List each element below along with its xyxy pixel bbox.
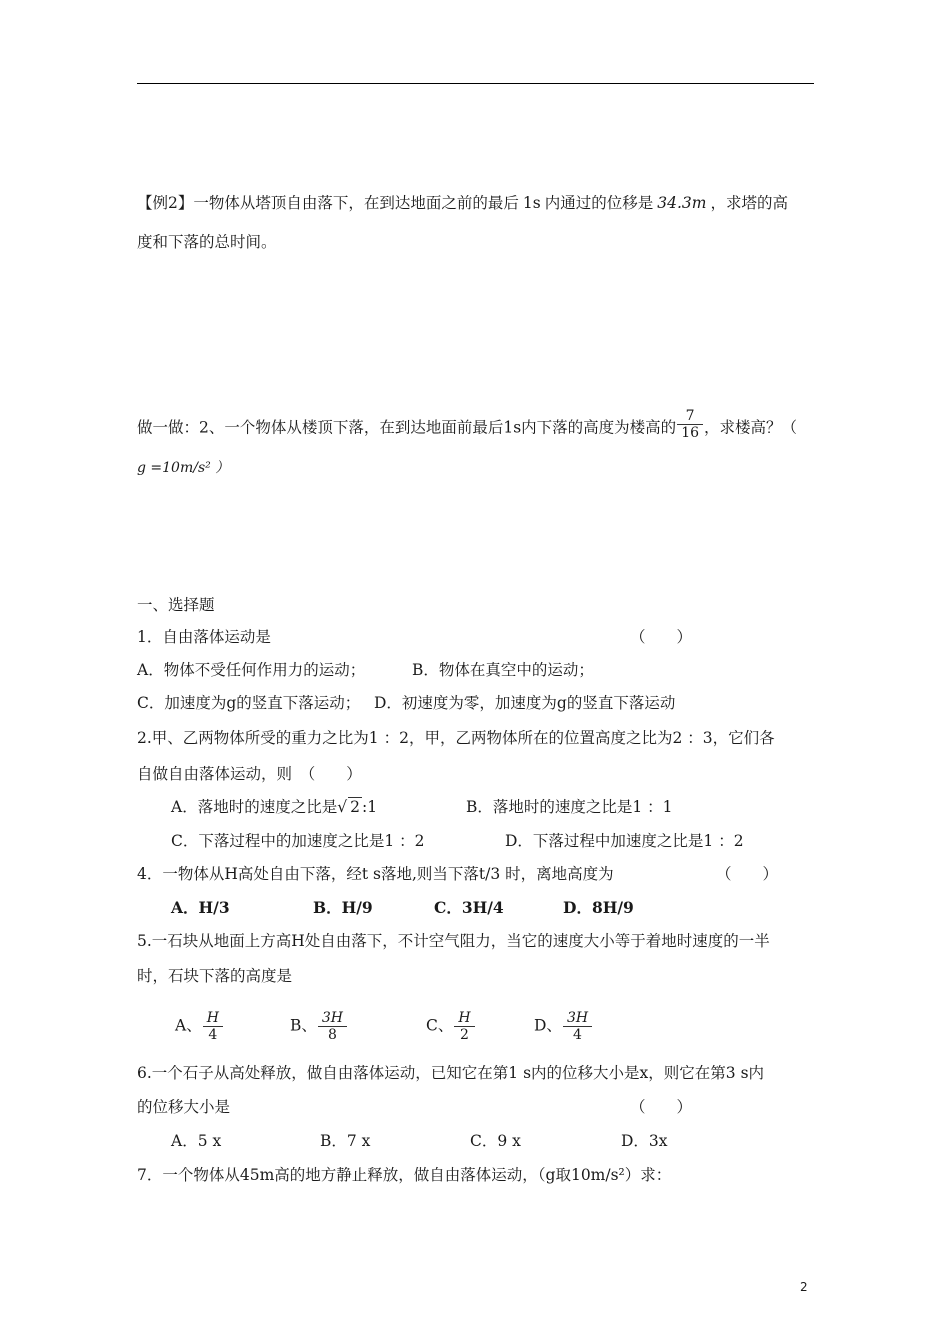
tryit-fraction bbox=[679, 408, 701, 441]
tryit-text-b: ，求楼高？（ bbox=[704, 418, 798, 437]
q2-line1: 2.甲、乙两物体所受的重力之比为1 ：2，甲，乙两物体所在的位置高度之比为2 ：3，它们各 bbox=[137, 729, 775, 747]
q4-paren: （ ） bbox=[716, 865, 779, 883]
example2-distance: 34.3m bbox=[657, 194, 707, 212]
q5-option-c bbox=[426, 1010, 476, 1043]
q6-option-d: D．3x bbox=[621, 1132, 668, 1150]
q6-paren: （ ） bbox=[630, 1098, 693, 1116]
q1-option-b: B．物体在真空中的运动； bbox=[412, 661, 594, 679]
q5-option-b-den: 8 bbox=[327, 1027, 337, 1043]
q4-option-a: A．H/3 bbox=[171, 898, 230, 917]
q2-option-a-radicand: 2 bbox=[350, 798, 360, 816]
q5-option-c-den: 2 bbox=[460, 1027, 469, 1043]
tryit-text-a: 做一做：2、一个物体从楼顶下落，在到达地面前最后1s内下落的高度为楼高的 bbox=[137, 418, 677, 437]
q5-option-d-num: 3H bbox=[566, 1010, 589, 1026]
q2-option-d: D．下落过程中加速度之比是1 ：2 bbox=[505, 832, 744, 850]
q5-line1: 5.一石块从地面上方高H处自由落下，不计空气阻力，当它的速度大小等于着地时速度的一半 bbox=[137, 932, 770, 950]
q1-option-a: A．物体不受任何作用力的运动； bbox=[137, 661, 366, 679]
q5-option-a-den: 4 bbox=[208, 1027, 218, 1043]
page-number: 2 bbox=[800, 1280, 808, 1294]
example2-line2: 度和下落的总时间。 bbox=[137, 233, 277, 251]
q2-option-a-text: A．落地时的速度之比是 bbox=[171, 798, 338, 816]
q4-option-b: B．H/9 bbox=[313, 898, 373, 917]
q2-option-a: A．落地时的速度之比是√ 2 :1 bbox=[171, 798, 378, 816]
q7-line1: 7．一个物体从45m高的地方静止释放，做自由落体运动，（g取10m/s²）求： bbox=[137, 1166, 672, 1184]
example2-text-a: 【例2】一物体从塔顶自由落下，在到达地面之前的最后 bbox=[137, 194, 519, 212]
section-title: 一、选择题 bbox=[137, 596, 215, 614]
q6-option-a: A．5 x bbox=[171, 1132, 222, 1150]
q6-option-b: B．7 x bbox=[320, 1132, 371, 1150]
q1-option-c: C．加速度为g的竖直下落运动； bbox=[137, 694, 361, 712]
q2-option-a-ratio: :1 bbox=[361, 798, 378, 816]
q6-option-c: C．9 x bbox=[470, 1132, 521, 1150]
q6-line2: 的位移大小是 bbox=[137, 1098, 231, 1116]
tryit-line1 bbox=[137, 408, 798, 445]
q2-line2: 自做自由落体运动，则 （ ） bbox=[137, 765, 362, 783]
q1-paren: （ ） bbox=[630, 628, 693, 646]
q1-option-d: D．初速度为零，加速度为g的竖直下落运动 bbox=[374, 694, 676, 712]
q5-option-a-label: A、 bbox=[175, 1016, 202, 1035]
example2-time: 1s bbox=[522, 194, 541, 212]
example2-text-c: ，求塔的高 bbox=[710, 194, 788, 212]
q4-option-c: C．3H/4 bbox=[434, 898, 504, 917]
q2-option-c: C．下落过程中的加速度之比是1 ：2 bbox=[171, 832, 425, 850]
q5-option-c-label: C、 bbox=[426, 1016, 454, 1035]
example2-text-b: 内通过的位移是 bbox=[544, 194, 654, 212]
tryit-frac-num: 7 bbox=[685, 408, 695, 424]
q5-line2: 时，石块下落的高度是 bbox=[137, 967, 293, 985]
q5-option-d-fraction bbox=[565, 1010, 590, 1043]
q5-option-b bbox=[290, 1010, 348, 1043]
q5-option-a-fraction bbox=[205, 1010, 221, 1043]
q2-option-b: B．落地时的速度之比是1 ：1 bbox=[466, 798, 673, 816]
q4-option-d: D．8H/9 bbox=[563, 898, 634, 917]
q5-option-a bbox=[175, 1010, 224, 1043]
header-rule bbox=[137, 83, 814, 84]
tryit-line2: g =10m/s² ） bbox=[137, 460, 230, 476]
q5-option-c-fraction bbox=[456, 1010, 472, 1043]
q5-option-d-label: D、 bbox=[534, 1016, 562, 1035]
q4-stem: 4．一物体从H高处自由下落，经t s落地,则当下落t/3 时，离地高度为 bbox=[137, 865, 614, 883]
tryit-frac-den: 16 bbox=[681, 425, 700, 441]
q5-option-c-num: H bbox=[458, 1010, 471, 1026]
q5-option-d bbox=[534, 1010, 593, 1043]
q5-option-d-den: 4 bbox=[573, 1027, 582, 1043]
q5-option-b-num: 3H bbox=[321, 1010, 344, 1026]
q5-option-b-fraction bbox=[320, 1010, 345, 1043]
q6-line1: 6.一个石子从高处释放，做自由落体运动，已知它在第1 s内的位移大小是x，则它在第3 s内 bbox=[137, 1064, 765, 1082]
q5-option-a-num: H bbox=[206, 1010, 219, 1026]
example2-line1 bbox=[137, 193, 788, 213]
q1-stem: 1．自由落体运动是 bbox=[137, 628, 271, 646]
q5-option-b-label: B、 bbox=[290, 1016, 317, 1035]
